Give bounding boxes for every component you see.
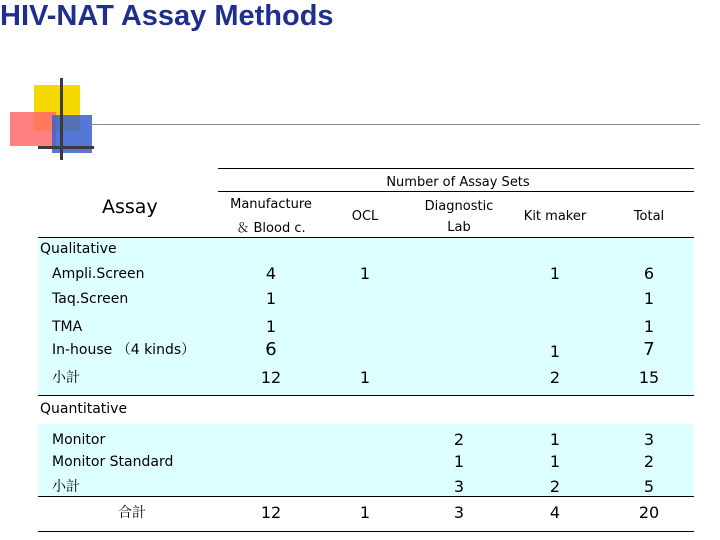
row-name: In-house （4 kinds） (52, 342, 196, 358)
cell-total: 5 (643, 477, 655, 496)
cell-total: 15 (638, 368, 660, 387)
cell-kit: 4 (549, 503, 561, 522)
row-name: 合計 (118, 505, 146, 521)
cell-total: 20 (638, 503, 660, 522)
decor-red-square (10, 112, 56, 146)
cell-manufacture: 4 (265, 264, 277, 283)
cell-ocl: 1 (359, 503, 371, 522)
cell-diagnostic: 3 (453, 503, 465, 522)
col-kit-maker: Kit maker (523, 209, 587, 224)
cell-diagnostic: 2 (453, 430, 465, 449)
cell-manufacture: 12 (260, 368, 282, 387)
section-label-qualitative: Qualitative (40, 241, 117, 257)
cell-total: 1 (643, 317, 655, 336)
cell-manufacture: 1 (265, 317, 277, 336)
cell-kit: 1 (549, 342, 561, 361)
table-rule-header (38, 237, 694, 238)
cell-diagnostic: 1 (453, 452, 465, 471)
cell-manufacture: 6 (265, 339, 277, 360)
cell-kit: 1 (549, 452, 561, 471)
assay-header: Assay (102, 196, 158, 218)
col-manufacture-line1: Manufacture (230, 197, 312, 212)
table-rule-top (218, 168, 694, 169)
cell-manufacture: 12 (260, 503, 282, 522)
cell-kit: 1 (549, 430, 561, 449)
cell-total: 3 (643, 430, 655, 449)
group-header: Number of Assay Sets (386, 175, 530, 190)
section-label-quantitative: Quantitative (40, 401, 128, 417)
table-rule-group (218, 191, 694, 192)
row-name: Monitor Standard (52, 454, 174, 470)
cell-kit: 2 (549, 368, 561, 387)
row-name: 小計 (52, 370, 80, 386)
col-manufacture-line2: ＆ Blood c. (236, 221, 306, 236)
cell-total: 6 (643, 264, 655, 283)
col-ocl: OCL (351, 209, 379, 224)
cell-diagnostic: 3 (453, 477, 465, 496)
col-diagnostic-line1: Diagnostic (424, 199, 494, 214)
row-name: TMA (52, 319, 83, 335)
row-name: Ampli.Screen (52, 266, 145, 282)
table-rule-qual (38, 395, 694, 396)
cell-kit: 2 (549, 477, 561, 496)
table-rule-bottom (38, 531, 694, 532)
table-rule-quant (38, 496, 694, 497)
row-name: 小計 (52, 479, 80, 495)
col-diagnostic-line2: Lab (447, 220, 471, 235)
cell-total: 1 (643, 289, 655, 308)
cell-ocl: 1 (359, 368, 371, 387)
cell-manufacture: 1 (265, 289, 277, 308)
row-name: Monitor (52, 432, 106, 448)
col-total: Total (633, 209, 665, 224)
cell-total: 7 (643, 339, 655, 360)
decor-underline (90, 124, 700, 125)
cell-kit: 1 (549, 264, 561, 283)
decor-horizontal-line (38, 146, 94, 149)
page-title: HIV-NAT Assay Methods (0, 0, 334, 32)
cell-ocl: 1 (359, 264, 371, 283)
row-name: Taq.Screen (52, 291, 129, 307)
cell-total: 2 (643, 452, 655, 471)
